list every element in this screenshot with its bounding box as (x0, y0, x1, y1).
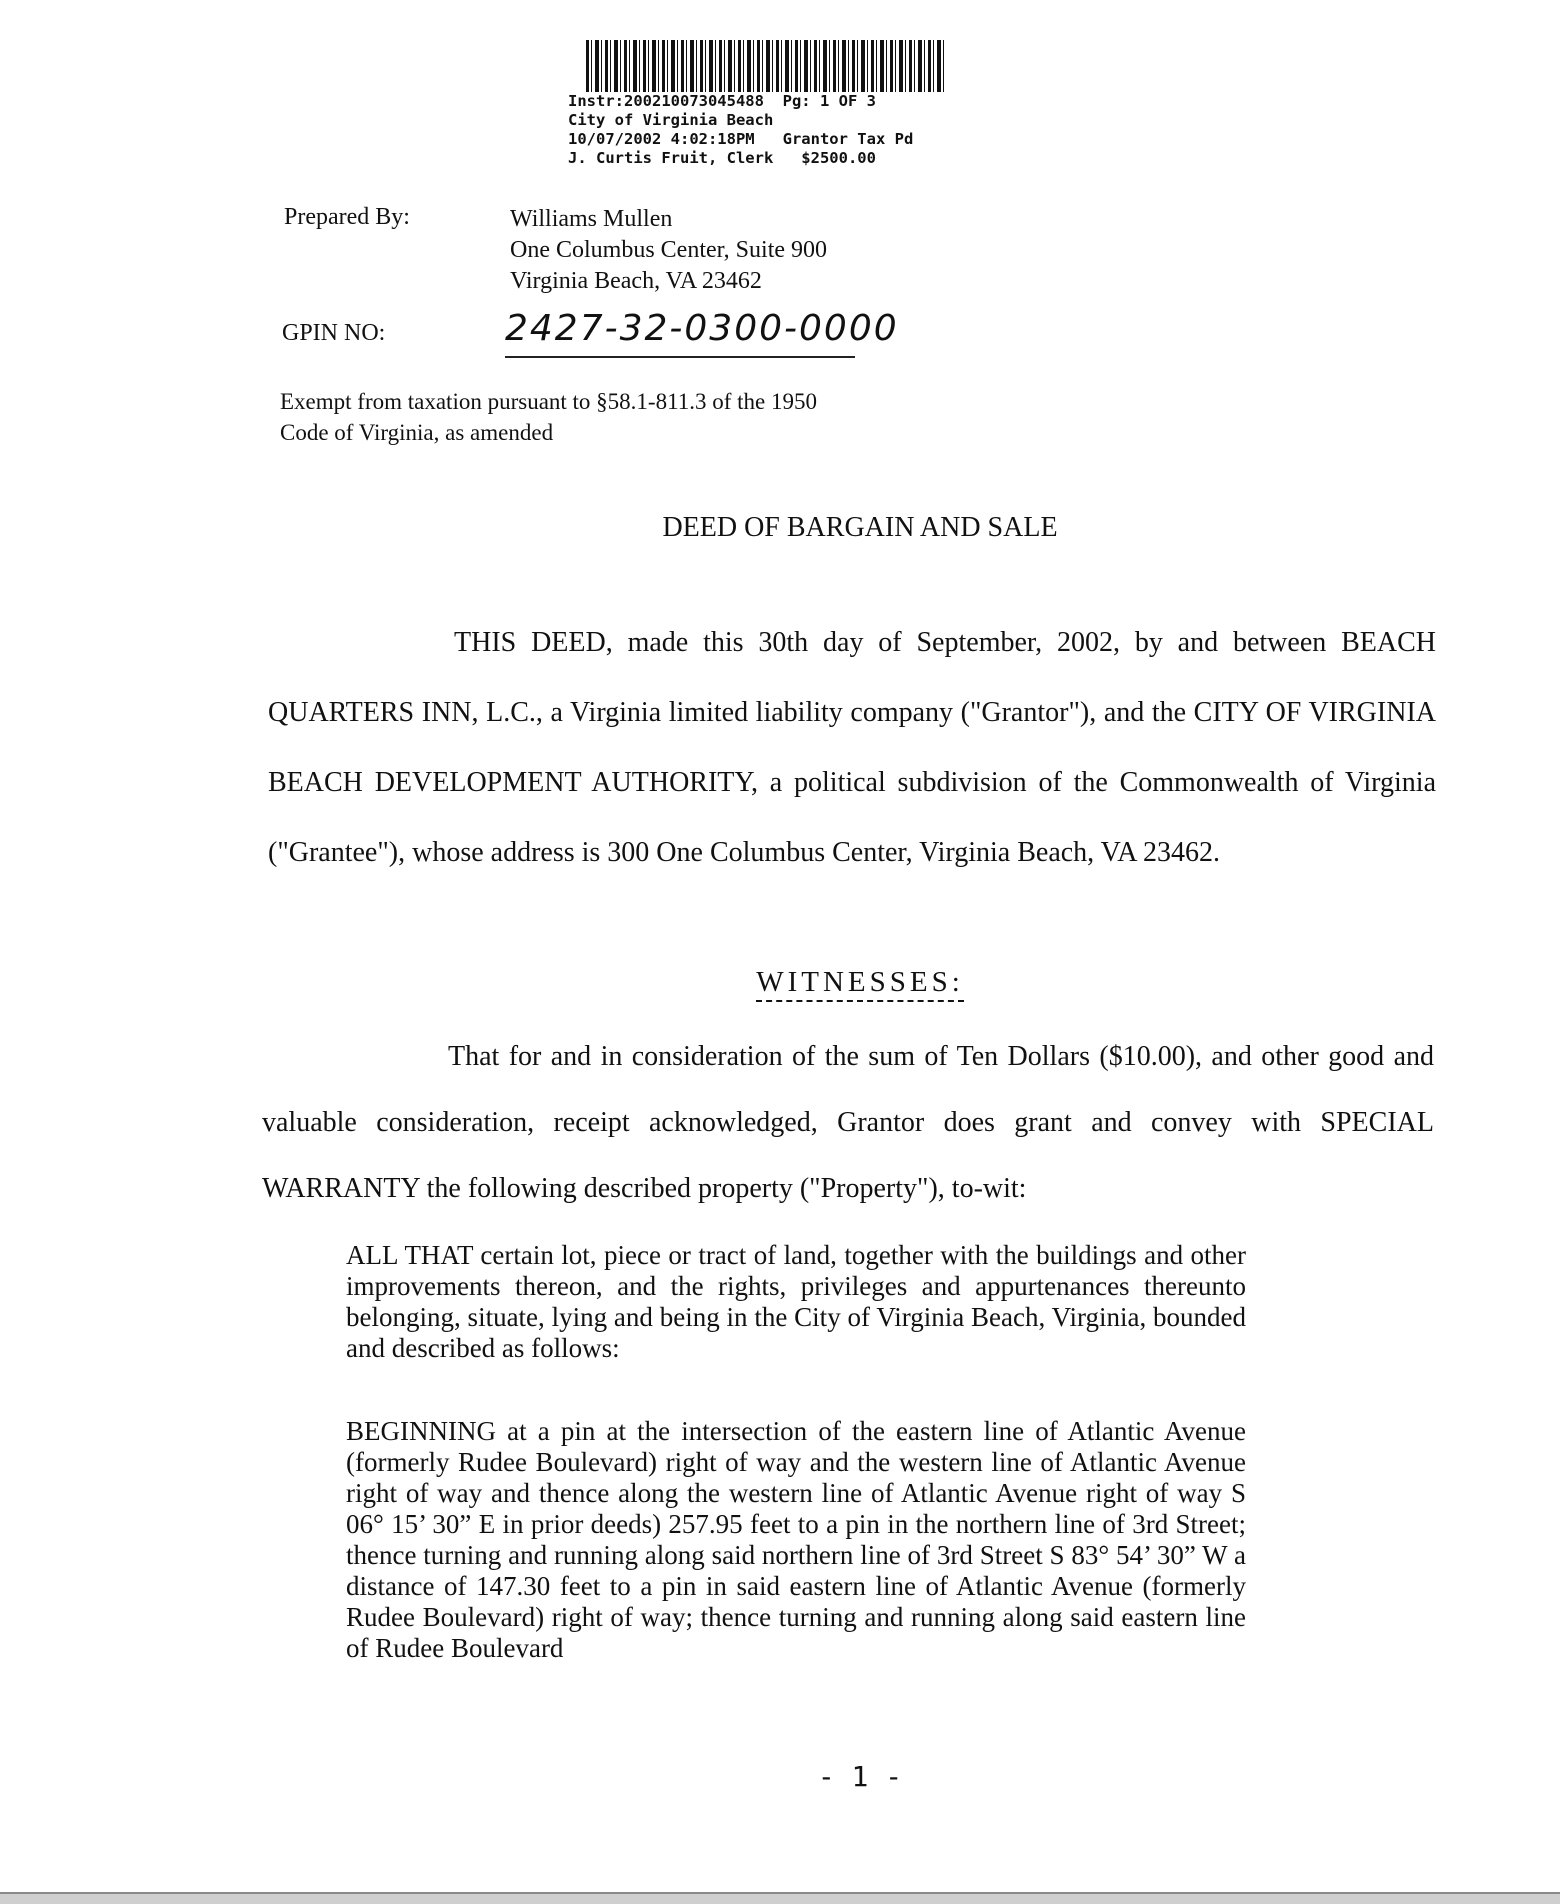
stamp-clerk-line: J. Curtis Fruit, Clerk $2500.00 (568, 149, 876, 167)
stamp-date-line: 10/07/2002 4:02:18PM Grantor Tax Pd (568, 130, 914, 148)
deed-opening-paragraph: THIS DEED, made this 30th day of September, 2002, by and between BEACH QUARTERS INN, L.C., a Virginia limited liability company ("Grantor"), and the CITY OF VIRGINIA BEACH DEVELOPMENT AUTHORITY, a political subdivision of the Commonwealth of Virginia ("Grantee"), whose address is 300 One Columbus Center, Virginia Beach, VA 23462. (268, 627, 1436, 868)
prepared-by-address (510, 204, 827, 297)
gpin-handwritten-value: 2427-32-0300-0000 (505, 308, 899, 349)
page-bottom-edge (0, 1892, 1560, 1904)
property-description-intro: ALL THAT certain lot, piece or tract of land, together with the buildings and other improvements thereon, and the rights, privileges and appurtenances thereunto belonging, situate, lying and being in the City of Virginia Beach, Virginia, bounded and described as follows: (346, 1240, 1246, 1363)
exemption-line-1: Exempt from taxation pursuant to §58.1-811.3 of the 1950 (280, 389, 817, 414)
witnesses-heading (0, 966, 1560, 999)
tax-exemption-note (280, 386, 817, 448)
prepared-by-label: Prepared By: (284, 204, 410, 230)
preparer-name: Williams Mullen (510, 206, 673, 232)
gpin-label: GPIN NO: (282, 320, 386, 346)
stamp-city-line: City of Virginia Beach (568, 111, 774, 129)
document-title: DEED OF BARGAIN AND SALE (662, 512, 1058, 543)
exemption-line-2: Code of Virginia, as amended (280, 420, 554, 445)
recording-stamp (568, 40, 968, 168)
barcode (586, 40, 946, 92)
preparer-street: One Columbus Center, Suite 900 (510, 237, 828, 263)
consideration-paragraph: That for and in consideration of the sum of Ten Dollars ($10.00), and other good and valuable consideration, receipt acknowledged, Grantor does grant and convey with SPECIAL WARRANTY the following described property ("Property"), to-wit: (262, 1041, 1434, 1204)
witnesses-text: WITNESSES: (756, 966, 964, 1002)
gpin-underline (505, 356, 855, 358)
preparer-city: Virginia Beach, VA 23462 (510, 268, 762, 294)
metes-and-bounds-description: BEGINNING at a pin at the intersection of the eastern line of Atlantic Avenue (formerly Rudee Boulevard) right of way and the western line of Atlantic Avenue right of way and thence along the western line of Atlantic Avenue right of way S 06° 15’ 30” E in prior deeds) 257.95 feet to a pin in the northern line of 3rd Street; thence turning and running along said northern line of 3rd Street S 83° 54’ 30” W a distance of 147.30 feet to a pin in said eastern line of Atlantic Avenue (formerly Rudee Boulevard) right of way; thence turning and running along said eastern line of Rudee Boulevard (346, 1416, 1246, 1663)
page-number: - 1 - (817, 1760, 903, 1793)
stamp-instrument-line: Instr:200210073045488 Pg: 1 OF 3 (568, 92, 876, 110)
